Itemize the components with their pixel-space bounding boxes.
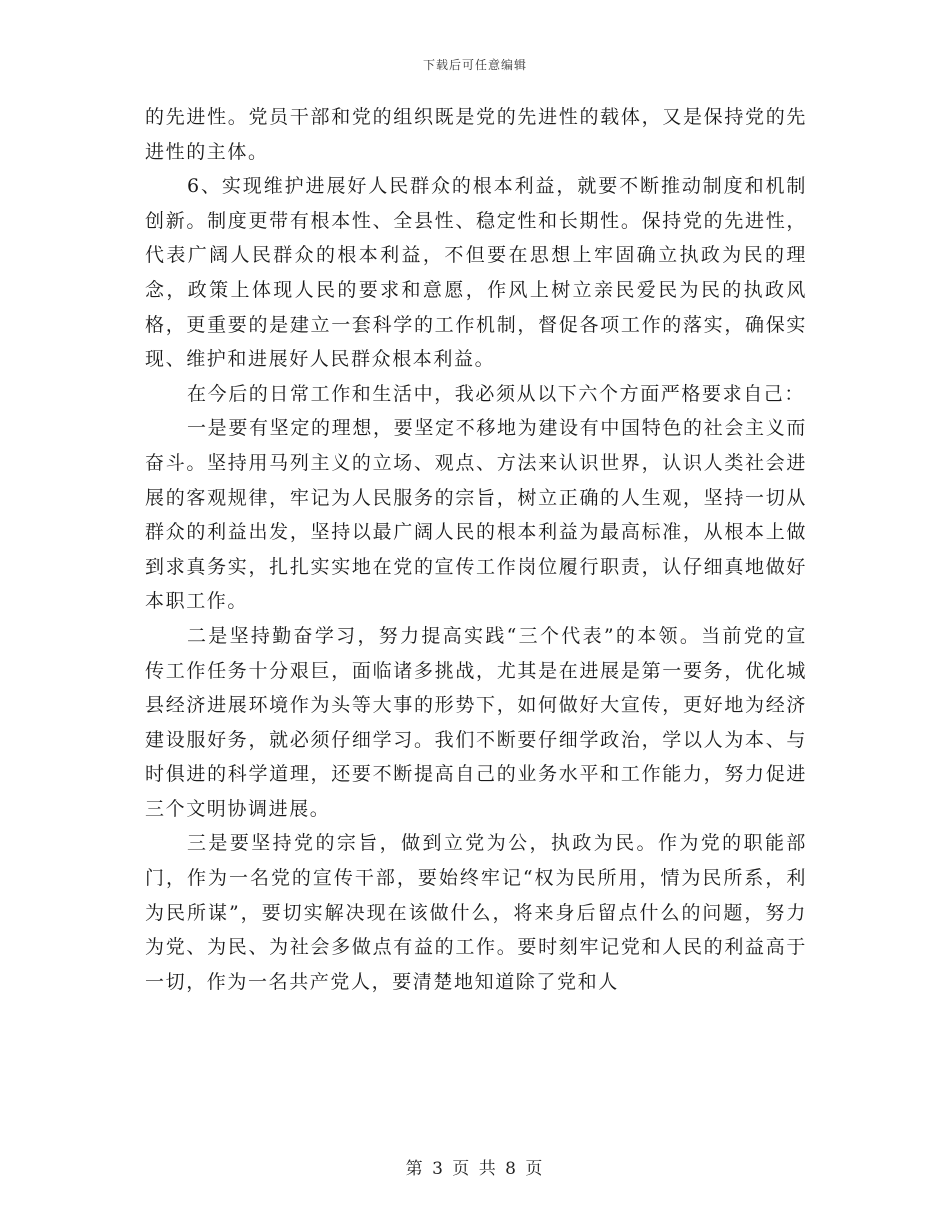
document-body	[145, 100, 807, 999]
paragraph-continuation: 的先进性。党员干部和党的组织既是党的先进性的载体，又是保持党的先进性的主体。	[145, 106, 807, 163]
paragraph-point-2: 二是坚持勤奋学习，努力提高实践“三个代表”的本领。当前党的宣传工作任务十分艰巨，面临诸多挑战，尤其是在进展是第一要务，优化城县经济进展环境作为头等大事的形势下，如何做好大宣传，更好地为经济建设服好务，就必须仔细学习。我们不断要仔细学政治，学以人为本、与时俱进的科学道理，还要不断提高自己的业务水平和工作能力，努力促进三个文明协调进展。	[145, 624, 807, 820]
page-number-footer: 第 3 页 共 8 页	[405, 1159, 545, 1179]
paragraph-point-1: 一是要有坚定的理想，要坚定不移地为建设有中国特色的社会主义而奋斗。坚持用马列主义的立场、观点、方法来认识世界，认识人类社会进展的客观规律，牢记为人民服务的宗旨，树立正确的人生观，坚持一切从群众的利益出发，坚持以最广阔人民的根本利益为最高标准，从根本上做到求真务实，扎扎实实地在党的宣传工作岗位履行职责，认仔细真地做好本职工作。	[145, 417, 807, 613]
page-header: 下载后可任意编辑	[422, 58, 527, 72]
paragraph-item-6: 6、实现维护进展好人民群众的根本利益，就要不断推动制度和机制创新。制度更带有根本性、全县性、稳定性和长期性。保持党的先进性，代表广阔人民群众的根本利益，不但要在思想上牢固确立执政为民的理念，政策上体现人民的要求和意愿，作风上树立亲民爱民为民的执政风格，更重要的是建立一套科学的工作机制，督促各项工作的落实，确保实现、维护和进展好人民群众根本利益。	[145, 175, 807, 371]
paragraph-intro: 在今后的日常工作和生活中，我必须从以下六个方面严格要求自己：	[187, 382, 806, 405]
paragraph-point-3: 三是要坚持党的宗旨，做到立党为公，执政为民。作为党的职能部门，作为一名党的宣传干部，要始终牢记“权为民所用，情为民所系，利为民所谋”，要切实解决现在该做什么，将来身后留点什么的问题，努力为党、为民、为社会多做点有益的工作。要时刻牢记党和人民的利益高于一切，作为一名共产党人，要清楚地知道除了党和人	[145, 832, 807, 993]
